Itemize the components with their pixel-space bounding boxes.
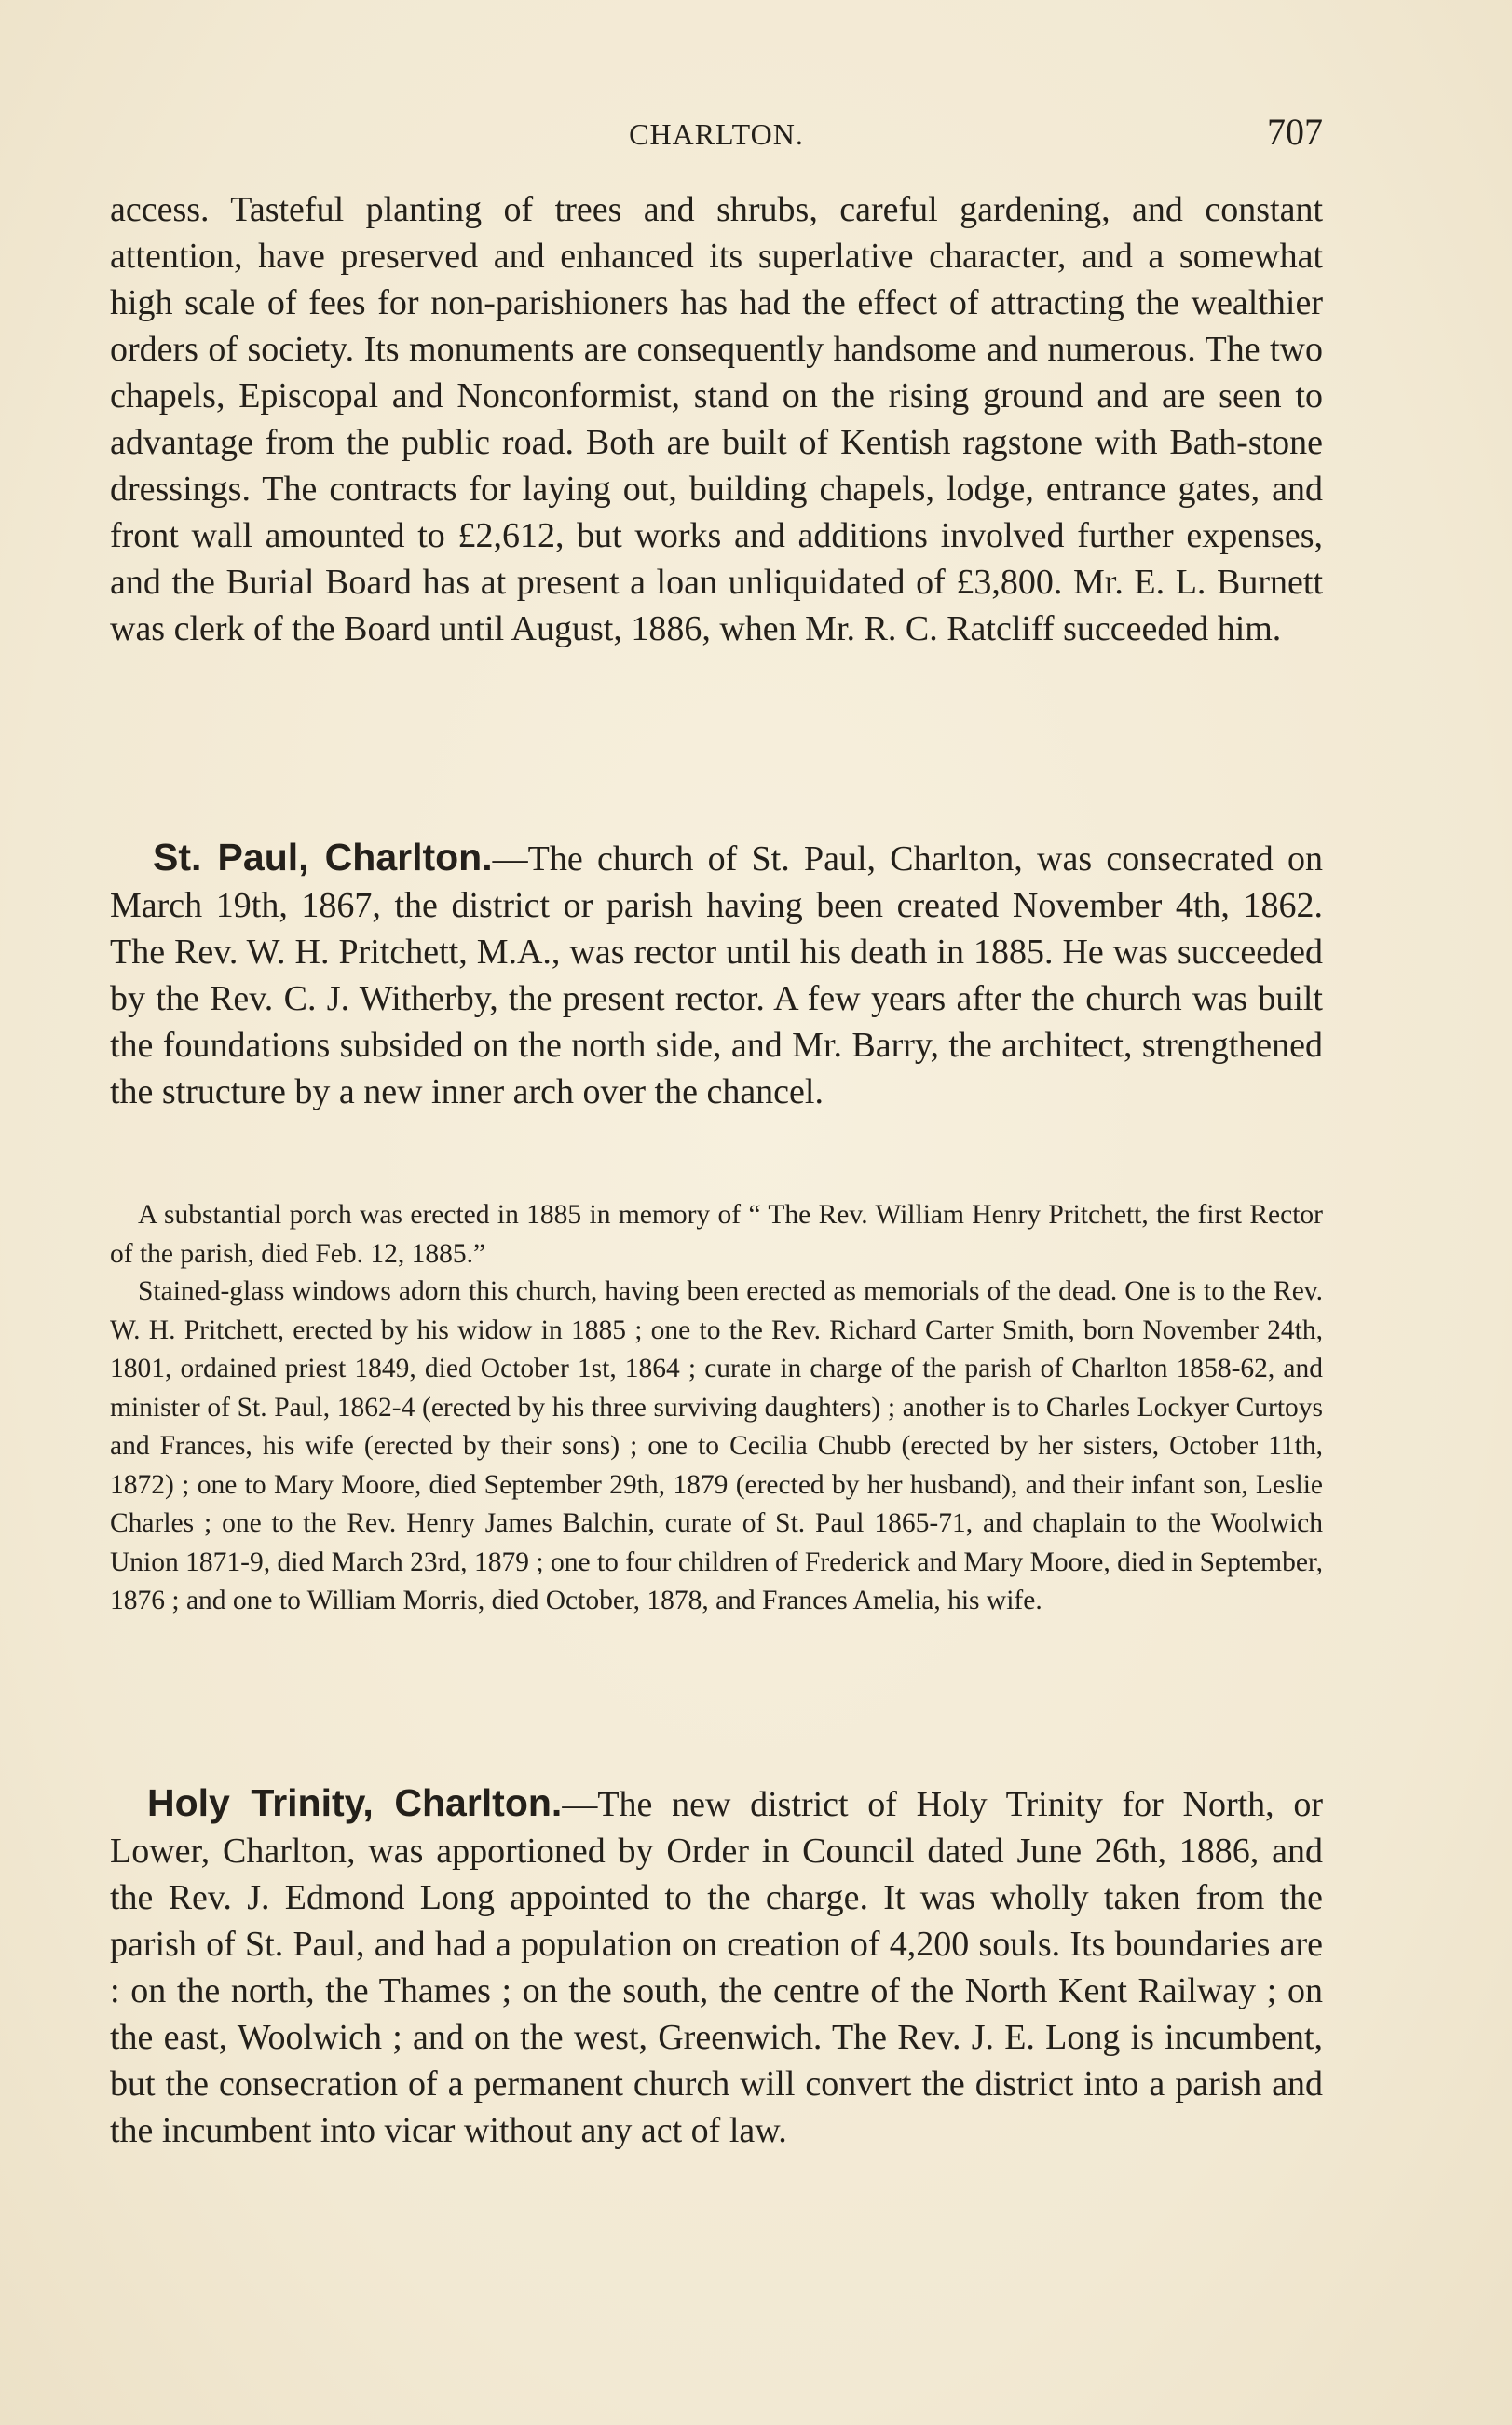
page-number: 707	[1267, 111, 1323, 153]
paragraph-st-paul-text: —The church of St. Paul, Charlton, was consecrated on March 19th, 1867, the district or parish having been created November 4th, 1862. The Rev. W. H. Pritchett, M.A., was rector until his death in 1885. He was succeeded by the Rev. C. J. Witherby, the present rector. A few years after the church was built the foundations subsided on the north side, and Mr. Barry, the architect, strengthened the structure by a new inner arch over the chancel.	[110, 839, 1324, 1111]
running-head	[110, 110, 1323, 162]
paragraph-holy-trinity-text: —The new district of Holy Trinity for North, or Lower, Charlton, was apportioned by Order in Council dated June 26th, 1886, and the Rev. J. Edmond Long appointed to the charge. It was wholly taken from the parish of St. Paul, and had a population on creation of 4,200 souls. Its boundaries are : on the north, the Thames ; on the south, the centre of the North Kent Railway ; on the east, Woolwich ; and on the west, Greenwich. The Rev. J. E. Long is incumbent, but the consecration of a permanent church will convert the district into a parish and the incumbent into vicar without any act of law.	[110, 1785, 1324, 2150]
paragraph-porch-note: A substantial porch was erected in 1885 in memory of “ The Rev. William Henry Pritchett, the first Rector of the parish, died Feb. 12, 1885.”	[110, 1200, 1323, 1269]
paragraph-stained-glass-note: Stained-glass windows adorn this church, having been erected as memorials of the dead. One is to the Rev. W. H. Pritchett, erected by his widow in 1885 ; one to the Rev. Richard Carter Smith, born November 24th, 1801, ordained priest 1849, died October 1st, 1864 ; curate in charge of the parish of Charlton 1858-62, and minister of St. Paul, 1862-4 (erected by his three surviving daughters) ; another is to Charles Lockyer Curtoys and Frances, his wife (erected by their sons) ; one to Cecilia Chubb (erected by her sisters, October 11th, 1872) ; one to Mary Moore, died September 29th, 1879 (erected by her husband), and their infant son, Leslie Charles ; one to the Rev. Henry James Balchin, curate of St. Paul 1865-71, and chaplain to the Woolwich Union 1871-9, died March 23rd, 1879 ; one to four children of Frederick and Mary Moore, died in September, 1876 ; and one to William Morris, died October, 1878, and Frances Amelia, his wife.	[110, 1276, 1323, 1615]
paragraph-holy-trinity	[110, 1779, 1323, 2154]
paragraph-st-paul	[110, 834, 1323, 1115]
section-heading-holy-trinity: Holy Trinity, Charlton.	[147, 1781, 563, 1824]
running-title: CHARLTON.	[629, 117, 804, 151]
paragraph-cemetery-continued: access. Tasteful planting of trees and shrubs, careful gardening, and constant attention, have preserved and enhanced its superlative character, and a somewhat high scale of fees for non-parishioners has had the effect of attracting the wealthier orders of society. Its monuments are consequently handsome and numerous. The two chapels, Episcopal and Nonconformist, stand on the rising ground and are seen to advantage from the public road. Both are built of Kentish ragstone with Bath-stone dressings. The contracts for laying out, building chapels, lodge, entrance gates, and front wall amounted to £2,612, but works and additions involved further expenses, and the Burial Board has at present a loan unliquidated of £3,800. Mr. E. L. Burnett was clerk of the Board until August, 1886, when Mr. R. C. Ratcliff succeeded him.	[110, 190, 1323, 648]
section-heading-st-paul: St. Paul, Charlton.	[153, 836, 493, 879]
